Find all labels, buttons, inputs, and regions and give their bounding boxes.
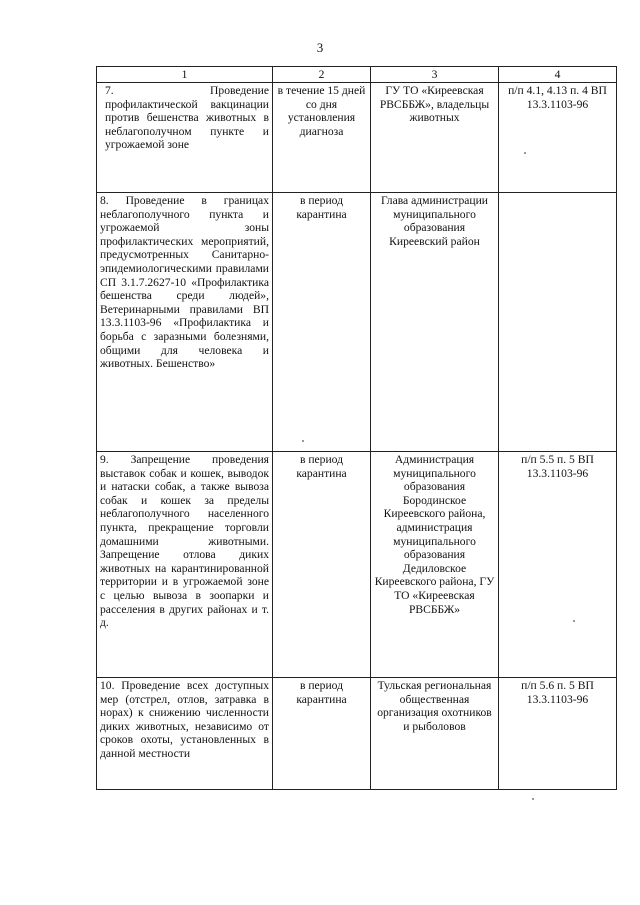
deadline-cell: в период карантина <box>273 678 371 790</box>
table-row <box>97 678 617 790</box>
scan-speck <box>524 152 526 154</box>
table-row <box>97 193 617 452</box>
deadline-cell: в период карантина <box>273 452 371 678</box>
reference-cell: п/п 5.6 п. 5 ВП 13.3.1103-96 <box>499 678 617 790</box>
header-cell-4: 4 <box>499 67 617 83</box>
deadline-cell: в течение 15 дней со дня установления диагноза <box>273 83 371 193</box>
responsible-cell: ГУ ТО «Киреевская РВСББЖ», владельцы животных <box>371 83 499 193</box>
measure-cell: 9. Запрещение проведения выставок собак и кошек, выводок и натаски собак, а также вывоза собак и кошек за пределы неблагополучного населенного пункта, прекращение торговли домашними животными. Запрещение отлова диких животных на карантинированной территории и в угрожаемой зоне с целью вывоза в зоопарки и расселения в других районах и т. д. <box>97 452 273 678</box>
scan-speck <box>302 440 304 442</box>
deadline-cell: в период карантина <box>273 193 371 452</box>
responsible-cell: Глава администрации муниципального образования Киреевский район <box>371 193 499 452</box>
measure-cell: 8. Проведение в границах неблагополучного пункта и угрожаемой зоны профилактических мероприятий, предусмотренных Санитарно-эпидемиологическими правилами СП 3.1.7.2627-10 «Профилактика бешенства среди людей», Ветеринарными правилами ВП 13.3.1103-96 «Профилактика и борьба с заразными болезнями, общими для человека и животных. Бешенство» <box>97 193 273 452</box>
reference-cell: п/п 5.5 п. 5 ВП 13.3.1103-96 <box>499 452 617 678</box>
header-cell-3: 3 <box>371 67 499 83</box>
scan-speck <box>573 620 575 622</box>
reference-cell: п/п 4.1, 4.13 п. 4 ВП 13.3.1103-96 <box>499 83 617 193</box>
header-cell-2: 2 <box>273 67 371 83</box>
table-row <box>97 452 617 678</box>
measure-cell: 10. Проведение всех доступных мер (отстрел, отлов, затравка в норах) к снижению численности диких животных, независимо от сроков охоты, установленных в данной местности <box>97 678 273 790</box>
header-cell-1: 1 <box>97 67 273 83</box>
responsible-cell: Администрация муниципального образования Бородинское Киреевского района, администрация муниципального образования Дедиловское Киреевского района, ГУ ТО «Киреевская РВСББЖ» <box>371 452 499 678</box>
scan-speck <box>532 798 534 800</box>
reference-cell <box>499 193 617 452</box>
page-number: 3 <box>316 40 324 55</box>
measures-table <box>96 66 617 790</box>
responsible-cell: Тульская региональная общественная организация охотников и рыболовов <box>371 678 499 790</box>
measure-cell: 7. Проведение профилактической вакцинации против бешенства животных в неблагополучном пункте и угрожаемой зоне <box>97 83 273 193</box>
table-row <box>97 83 617 193</box>
table-header-row <box>97 67 617 83</box>
